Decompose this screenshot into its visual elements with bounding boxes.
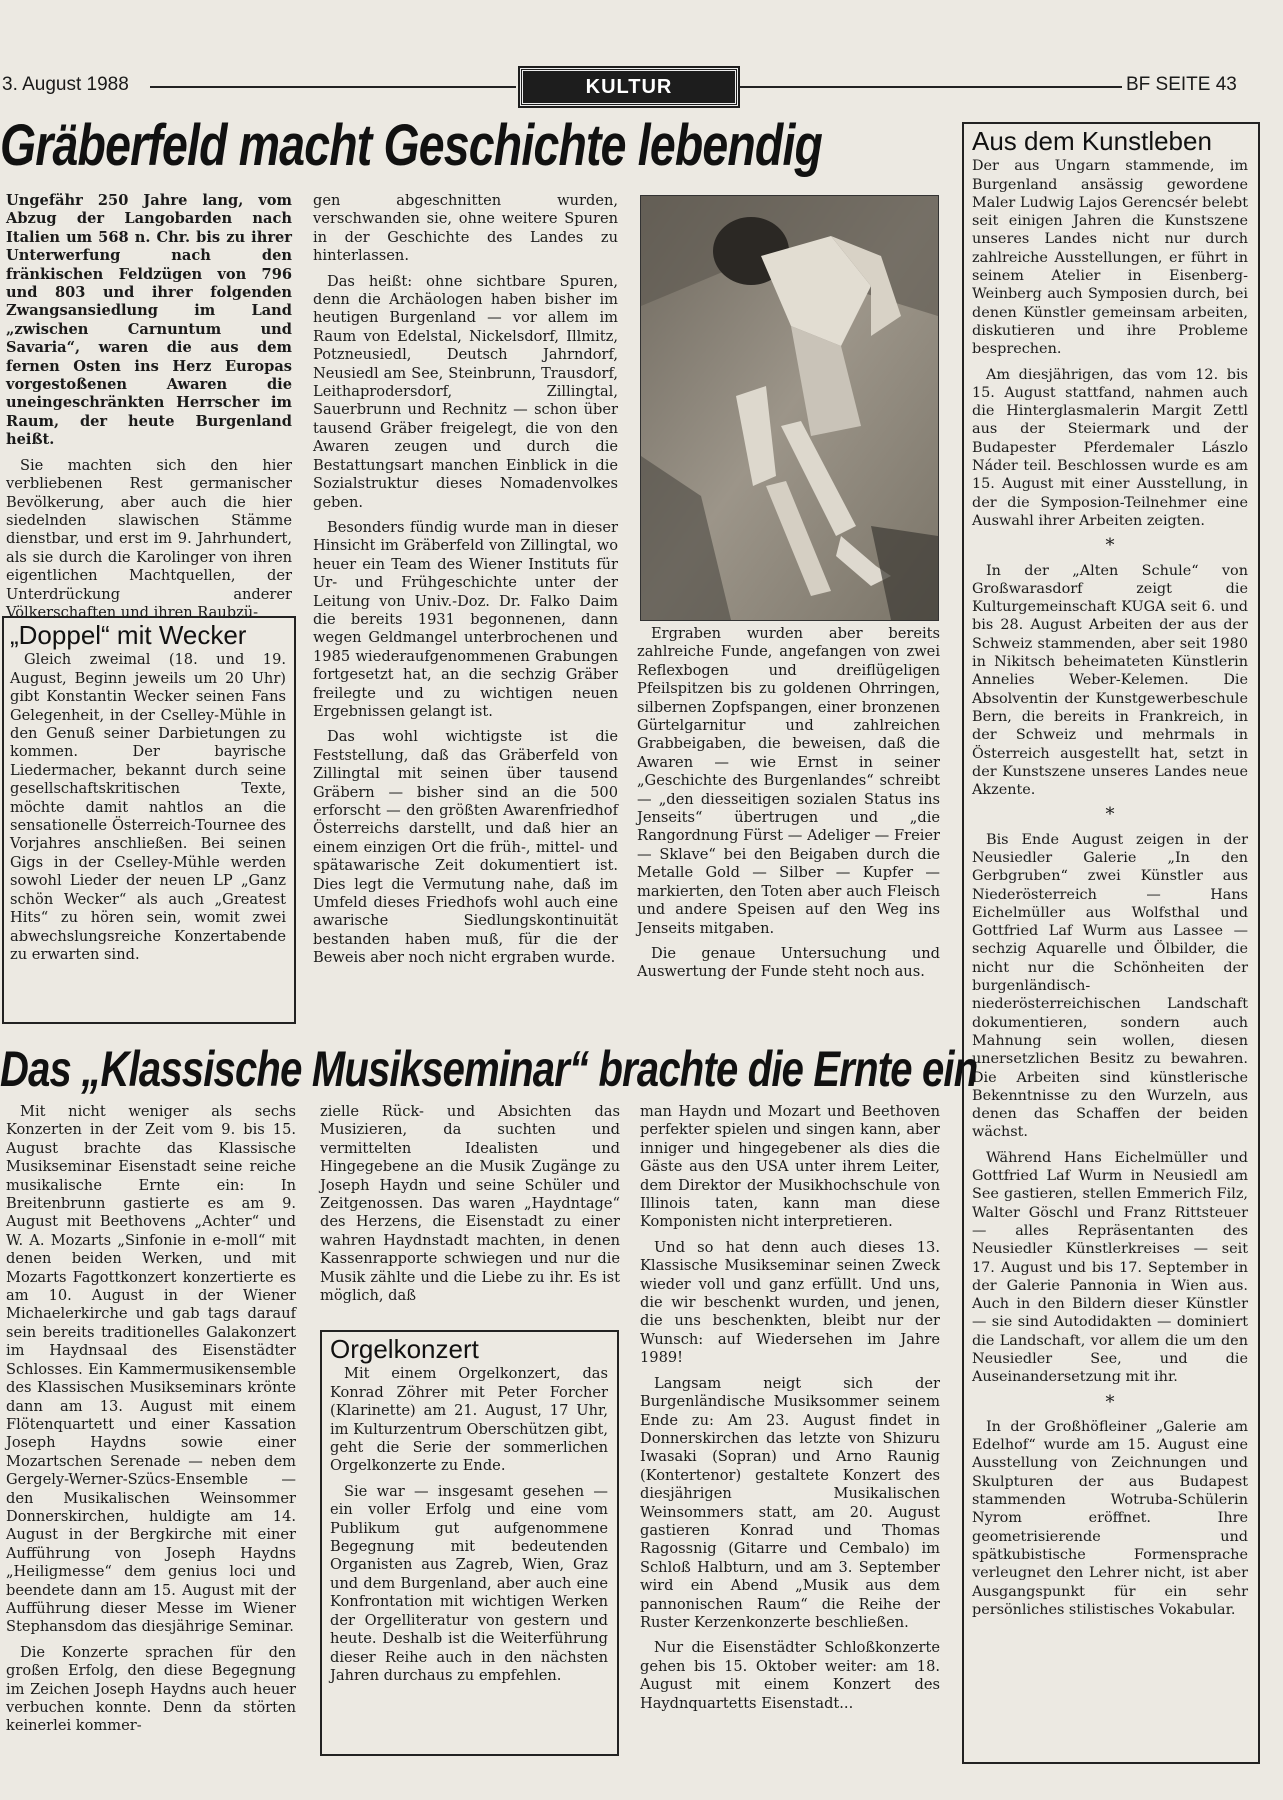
box-kunstleben (962, 122, 1260, 1764)
kunst-paragraph: In der „Alten Schule“ von Großwarasdorf zeigt die Kulturgemeinschaft KUGA seit 6. und bis 28. August Arbeiten der aus der Schweiz stammenden, aber seit 1980 in Nikitsch beheimateten Künstlerin Annelies Weber-Kelemen. Die Absolventin der Kunstgewerbeschule Bern, die bereits in Frankreich, in der Schweiz und mehrmals in Österreich ausgestellt hat, setzt in der Kunstszene unseres Landes neue Akzente. (972, 562, 1248, 799)
article2-headline: Das „Klassische Musikseminar“ brachte die Ernte ein (0, 1041, 978, 1097)
box-kunstleben-title: Aus dem Kunstleben (972, 126, 1212, 156)
article2-column-3 (640, 1103, 940, 1720)
article1-paragraph: Das wohl wichtigste ist die Feststellung, daß das Gräberfeld von Zillingtal mit seinen über tausend Gräbern — bisher sind an die 500 erforscht — den größten Awarenfriedhof Österreichs darstellt, und daß hier an einem einzigen Ort die früh-, mittel- und spätawarische Zeit dokumentiert ist. Dies legt die Vermutung nahe, daß im Umfeld dieses Friedhofs wohl auch eine awarische Siedlungskontinuität bestanden haben muß, für die der Beweis aber noch nicht ergraben wurde. (313, 728, 618, 967)
section-separator: * (1105, 804, 1115, 826)
article2-column-2 (320, 1103, 620, 1312)
article1-headline: Gräberfeld macht Geschichte lebendig (0, 113, 823, 178)
article2-column-1 (6, 1103, 296, 1743)
article2-paragraph: Mit nicht weniger als sechs Konzerten in der Zeit vom 9. bis 15. August brachte das Klassische Musikseminar Eisenstadt seine reiche musikalische Ernte ein: In Breitenbrunn gastierte es am 9. August mit Beethovens „Achter“ und W. A. Mozarts „Sinfonie in e-moll“ mit denen beiden Werken, und mit Mozarts Fagottkonzert konzertierte es am 10. August in der Wiener Michaelerkirche und gab tags darauf sein bereits traditionelles Galakonzert im Haydnsaal des Eisenstädter Schlosses. Ein Kammermusikensemble des Klassischen Musikseminars krönte dann am 13. August mit einem Flötenquartett und einer Kassation Joseph Haydns sowie einer Mozartschen Serenade — neben dem Gergely-Werner-Szücs-Ensemble — den Musikalischen Weinsommer Donnerskirchen, huldigte am 14. August in der Bergkirche mit einer Aufführung von Joseph Haydns „Heiligmesse“ dem genius loci und beendete dann am 15. August mit der Aufführung dieser Messe im Wiener Stephansdom das diesjährige Seminar. (6, 1103, 296, 1636)
orgel-paragraph: Sie war — insgesamt gesehen — ein voller Erfolg und eine vom Publikum gut aufgenommene Begegnung mit bedeutenden Organisten aus Zagreb, Wien, Graz und dem Burgenland, aber auch eine Konfrontation mit wichtigen Werken der Orgelliteratur von gestern und heute. Deshalb ist die Weiterführung dieser Reihe auch in den nächsten Jahren durchaus zu empfehlen. (330, 1482, 608, 1684)
article1-paragraph: gen abgeschnitten wurden, verschwanden sie, ohne weitere Spuren in der Geschichte des Landes zu hinterlassen. (313, 192, 618, 265)
article2-paragraph: zielle Rück- und Absichten das Musizieren, da suchten und vermittelten Idealisten und Hingegebene an die Musik Zugänge zu Joseph Haydn und seine Schüler und Zeitgenossen. Das waren „Haydntage“ des Herzens, die Eisenstadt zu einer wahren Haydnstadt machten, in denen Kassenrapporte schwiegen und nur die Musik zählte und die Liebe zu ihr. Es ist möglich, daß (320, 1103, 620, 1305)
page-number: BF SEITE 43 (1126, 74, 1237, 95)
article1-paragraph: Sie machten sich den hier verbliebenen Rest germanischer Bevölkerung, aber auch die hier siedelnden slawischen Stämme dienstbar, und erst im 9. Jahrhundert, als sie durch die Karolinger von ihren eigentlichen Machtquellen, der Unterdrückung anderer Völkerschaften und ihren Raubzü- (6, 456, 292, 621)
article2-paragraph: Langsam neigt sich der Burgenländische Musiksommer seinem Ende zu: Am 23. August findet in Donnerskirchen das letzte von Shizuru Iwasaki (Sopran) und Arno Raunig (Kontertenor) gestaltete Konzert des diesjährigen Musikalischen Weinsommers statt, am 20. August gastieren Konrad und Thomas Ragossnig (Gitarre und Cembalo) im Schloß Halbturn, und am 3. September wird ein Abend „Musik aus dem pannonischen Raum“ die Reihe der Ruster Kerzenkonzerte beschließen. (640, 1374, 940, 1631)
article1-lead: Ungefähr 250 Jahre lang, vom Abzug der Langobarden nach Italien um 568 n. Chr. bis zu ihrer Unterwerfung nach den fränkischen Feldzügen von 796 und 803 und ihrer folgenden Zwangsansiedlung im Land „zwischen Carnuntum und Savaria“, waren die aus dem fernen Osten ins Herz Europas vorgestoßenen Awaren die uneingeschränkten Herrscher im Raum, der heute Burgenland heißt. (6, 192, 292, 449)
kunst-paragraph: In der Großhöfleiner „Galerie am Edelhof“ wurde am 15. August eine Ausstellung von Zeichnungen und Skulpturen der aus Budapest stammenden Wotruba-Schülerin Nyrom eröffnet. Ihre geometrisierende und spätkubistische Formensprache verleugnet den Lehrer nicht, ist aber Ausgangspunkt für ein sehr persönliches stilistisches Vokabular. (972, 1418, 1248, 1618)
box-doppel-content (10, 620, 286, 971)
article2-paragraph: Und so hat denn auch dieses 13. Klassische Musikseminar seinen Zweck wieder voll und ganz erfüllt. Und uns, die wir beschenkt wurden, und jenen, die uns beschenkten, bleibt nur der Wunsch: auf Wiedersehen im Jahre 1989! (640, 1238, 940, 1367)
article1-column-3 (637, 625, 940, 989)
box-doppel-wecker (2, 616, 296, 1024)
section-label: KULTUR (520, 68, 738, 106)
excavation-photo-art (641, 196, 938, 620)
article2-paragraph: Nur die Eisenstädter Schloßkonzerte gehen bis 15. Oktober weiter: am 18. August mit einem Konzert des Haydnquartetts Eisenstadt... (640, 1639, 940, 1712)
article2-paragraph: Die Konzerte sprachen für den großen Erfolg, den diese Begegnung im Zeichen Joseph Haydns auch heuer verbuchen konnte. Denn da störten keinerlei kommer- (6, 1643, 296, 1735)
box-doppel-title: „Doppel“ mit Wecker (10, 620, 247, 650)
kunst-paragraph: Der aus Ungarn stammende, im Burgenland ansässig gewordene Maler Ludwig Lajos Gerencsér belebt seit einigen Jahren die Kunstszene unseres Landes nicht nur durch zahlreiche Ausstellungen, er führt in seinem Atelier in Eisenberg-Weinberg auch Symposien durch, bei denen Künstler gemeinsam arbeiten, diskutieren und ihre Probleme besprechen. (972, 158, 1248, 358)
header-rule-right (738, 86, 1122, 88)
article1-column-1 (6, 192, 292, 629)
box-orgelkonzert (320, 1330, 619, 1756)
issue-date: 3. August 1988 (2, 74, 135, 96)
box-doppel-text: Gleich zweimal (18. und 19. August, Beginn jeweils um 20 Uhr) gibt Konstantin Wecker seinen Fans Gelegenheit, in der Cselley-Mühle in den Genuß seiner Darbietungen zu kommen. Der bayrische Liedermacher, bekannt durch seine gesellschaftskritischen Texte, möchte damit nahtlos an die sensationelle Österreich-Tournee des Vorjahres anschließen. Bei seinen Gigs in der Cselley-Mühle werden sowohl Lieder der neuen LP „Ganz schön Wecker“ als auch „Greatest Hits“ zu hören sein, womit zwei abwechslungsreiche Konzertabende zu erwarten sind. (10, 651, 286, 963)
excavation-photo (640, 195, 939, 621)
article1-paragraph: Die genaue Untersuchung und Auswertung der Funde steht noch aus. (637, 944, 940, 981)
article2-paragraph: man Haydn und Mozart und Beethoven perfekter spielen und singen kann, aber inniger und hingegebener als dies die Gäste aus den USA unter ihrem Leiter, dem Direktor der Musikhochschule von Illinois taten, kann man diese Komponisten nicht interpretieren. (640, 1103, 940, 1231)
article1-paragraph: Ergraben wurden aber bereits zahlreiche Funde, angefangen von zwei Reflexbogen und dreiflügeligen Pfeilspitzen bis zu goldenen Ohrringen, silbernen Zopfspangen, einer bronzenen Gürtelgarnitur und zahlreichen Grabbeigaben, die beweisen, daß die Awaren — wie Ernst in seiner „Geschichte des Burgenlandes“ schreibt — „den diesseitigen sozialen Status ins Jenseits“ übertrugen und „die Rangordnung Fürst — Adeliger — Freier — Sklave“ bei den Beigaben durch die Metalle Gold — Silber — Kupfer — markierten, den Toten aber auch Fleisch und andere Speisen auf den Weg ins Jenseits mitgaben. (637, 625, 940, 937)
article1-column-2 (313, 192, 618, 975)
box-orgel-title: Orgelkonzert (330, 1334, 479, 1364)
article1-paragraph: Das heißt: ohne sichtbare Spuren, denn die Archäologen haben bisher im heutigen Burgenland — vor allem im Raum von Edelstal, Nickelsdorf, Illmitz, Potzneusiedl, Deutsch Jahrndorf, Neusiedl am See, Steinbrunn, Trausdorf, Leithaprodersdorf, Zillingtal, Sauerbrunn und Rechnitz — schon über tausend Gräber freigelegt, die von den Awaren zeugen und durch die Bestattungsart manchen Einblick in die Sozialstruktur dieses Nomadenvolkes geben. (313, 272, 618, 511)
header-rule-left (150, 86, 516, 88)
section-separator: * (1105, 535, 1115, 557)
box-kunstleben-content (972, 126, 1248, 1626)
kunst-paragraph: Während Hans Eichelmüller und Gottfried Laf Wurm in Neusiedl am See gastieren, stellen Emmerich Filz, Walter Göschl und Franz Rittsteuer — alles Repräsentanten des Neusiedler Künstlerkreises — seit 17. August und bis 17. September in der Galerie Pannonia in Wien aus. Auch in den Bildern dieser Künstler — sie sind Autodidakten — dominiert die Landschaft, vor allem die um den Neusiedler See, und die Auseinandersetzung mit ihr. (972, 1149, 1248, 1386)
article1-paragraph: Besonders fündig wurde man in dieser Hinsicht im Gräberfeld von Zillingtal, wo heuer ein Team des Wiener Instituts für Ur- und Frühgeschichte unter der Leitung von Univ.-Doz. Dr. Falko Daim die bereits 1931 begonnenen, dann wegen Geldmangel unterbrochenen und 1985 wiederaufgenommenen Grabungen fortgesetzt hat, an die sechzig Gräber freilegte und zu wichtigen neuen Ergebnissen gelangt ist. (313, 518, 618, 720)
kunst-paragraph: Am diesjährigen, das vom 12. bis 15. August stattfand, nahmen auch die Hinterglasmalerin Margit Zettl aus der Steiermark und der Budapester Pferdemaler Lászlo Náder teil. Beschlossen wurde es am 15. August mit einer Ausstellung, in der die Symposion-Teilnehmer eine Auswahl ihrer Arbeiten zeigten. (972, 366, 1248, 529)
section-separator: * (1105, 1391, 1115, 1413)
kunst-paragraph: Bis Ende August zeigen in der Neusiedler Galerie „In den Gerbgruben“ zwei Künstler aus Niederösterreich — Hans Eichelmüller aus Wolfsthal und Gottfried Laf Wurm aus Lassee — sechzig Aquarelle und Ölbilder, die nicht nur die Schönheiten der burgenländisch-niederösterreichischen Landschaft dokumentieren, sondern auch Mahnung sein wollen, diesen unersetzlichen Besitz zu bewahren. Die Arbeiten sind künstlerische Bekenntnisse zu den Wurzeln, aus denen das Schaffen der beiden wächst. (972, 831, 1248, 1141)
orgel-paragraph: Mit einem Orgelkonzert, das Konrad Zöhrer mit Peter Forcher (Klarinette) am 21. August, 17 Uhr, im Kulturzentrum Oberschützen gibt, geht die Serie der sommerlichen Orgelkonzerte zu Ende. (330, 1365, 608, 1475)
box-orgel-content (330, 1334, 608, 1692)
